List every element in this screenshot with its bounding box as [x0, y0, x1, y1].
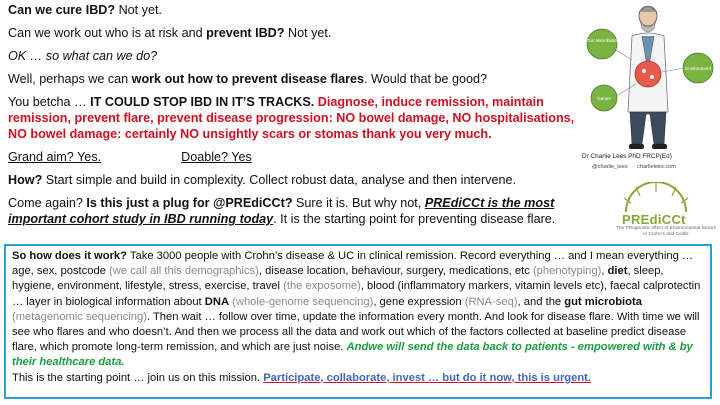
- scientist-figure: [628, 6, 668, 149]
- line-aim: Grand aim? Yes. Doable? Yes: [8, 150, 252, 164]
- line-how: How? Start simple and build in complexity. Collect robust data, analyse and then intervene.: [8, 173, 516, 187]
- author-credit: Dr Charlie Lees PhD FRCP(Ed): [582, 153, 672, 160]
- author-handles: [592, 164, 720, 170]
- line-cure: Can we cure IBD? Not yet.: [8, 3, 162, 17]
- main-text: [8, 2, 578, 234]
- twitter-handle: @charlie_lees: [592, 164, 628, 170]
- website: charlielees.com: [637, 164, 676, 170]
- how-it-works-text: So how does it work? Take 3000 people with Crohn’s disease & UC in clinical remission. Record everything … and I mean everything … age, sex, postcode (we call all this demographics), disease location, behaviour, surgery, medications, etc (phenotyping), diet, sleep, hygiene, environment, lifestyle, stress, exercise, travel (the exposome), blood (inflammatory markers, vitamin levels etc), faecal calprotectin … layer in biological information about DNA (whole-genome sequencing), gene expression (RNA-seq), and the gut microbiota (metagenomic sequencing). Then wait … follow over time, update the information every month. And look for disease flare. With time we will see who flares and who doesn’t. And then we process all the data and work out which of the factors collected at baseline predict disease flare, which promote long-term remission, and which are just noise. Andwe will send the data back to patients - empowered with & by their healthcare data.: [12, 250, 701, 369]
- bubble-genes: [591, 85, 617, 111]
- svg-text:Gut Microbiota: Gut Microbiota: [587, 38, 617, 43]
- line-flares: Well, perhaps we can work out how to prevent disease flares. Would that be good?: [8, 72, 488, 86]
- line-plug: Come again? Is this just a plug for @PREdiCCt? Sure it is. But why not, PREdiCCt is the most important cohort study in IBD running today. It is the starting point for preventing disease flare.: [8, 196, 556, 226]
- line-betcha: You betcha … IT COULD STOP IBD IN IT’S TRACKS. Diagnose, induce remission, maintain remission, prevent flare, prevent disease progression: NO bowel damage, NO hospitalisations, NO bowel damage: certainly NO unsightly scars or stomas thank you very much.: [8, 95, 575, 141]
- bubble-gut-microbiota: [587, 29, 617, 59]
- call-to-action-line: This is the starting point … join us on this mission. Participate, collaborate, invest … but do it now, this is urgent.: [12, 371, 592, 384]
- how-it-works-box: [4, 244, 712, 399]
- svg-text:Environment: Environment: [685, 66, 711, 71]
- call-to-action-link[interactable]: Participate, collaborate, invest … but do it now, this is urgent.: [263, 371, 592, 384]
- bubble-environment: [683, 53, 713, 83]
- logo-title: PREdiCCt: [622, 212, 686, 227]
- svg-text:Genes: Genes: [597, 96, 611, 101]
- line-ok: OK … so what can we do?: [8, 49, 158, 63]
- logo-subtitle: The PRognostic effect of Environmental factors in Crohn's and Colitis: [615, 226, 717, 237]
- line-risk: Can we work out who is at risk and prevent IBD? Not yet.: [8, 26, 332, 40]
